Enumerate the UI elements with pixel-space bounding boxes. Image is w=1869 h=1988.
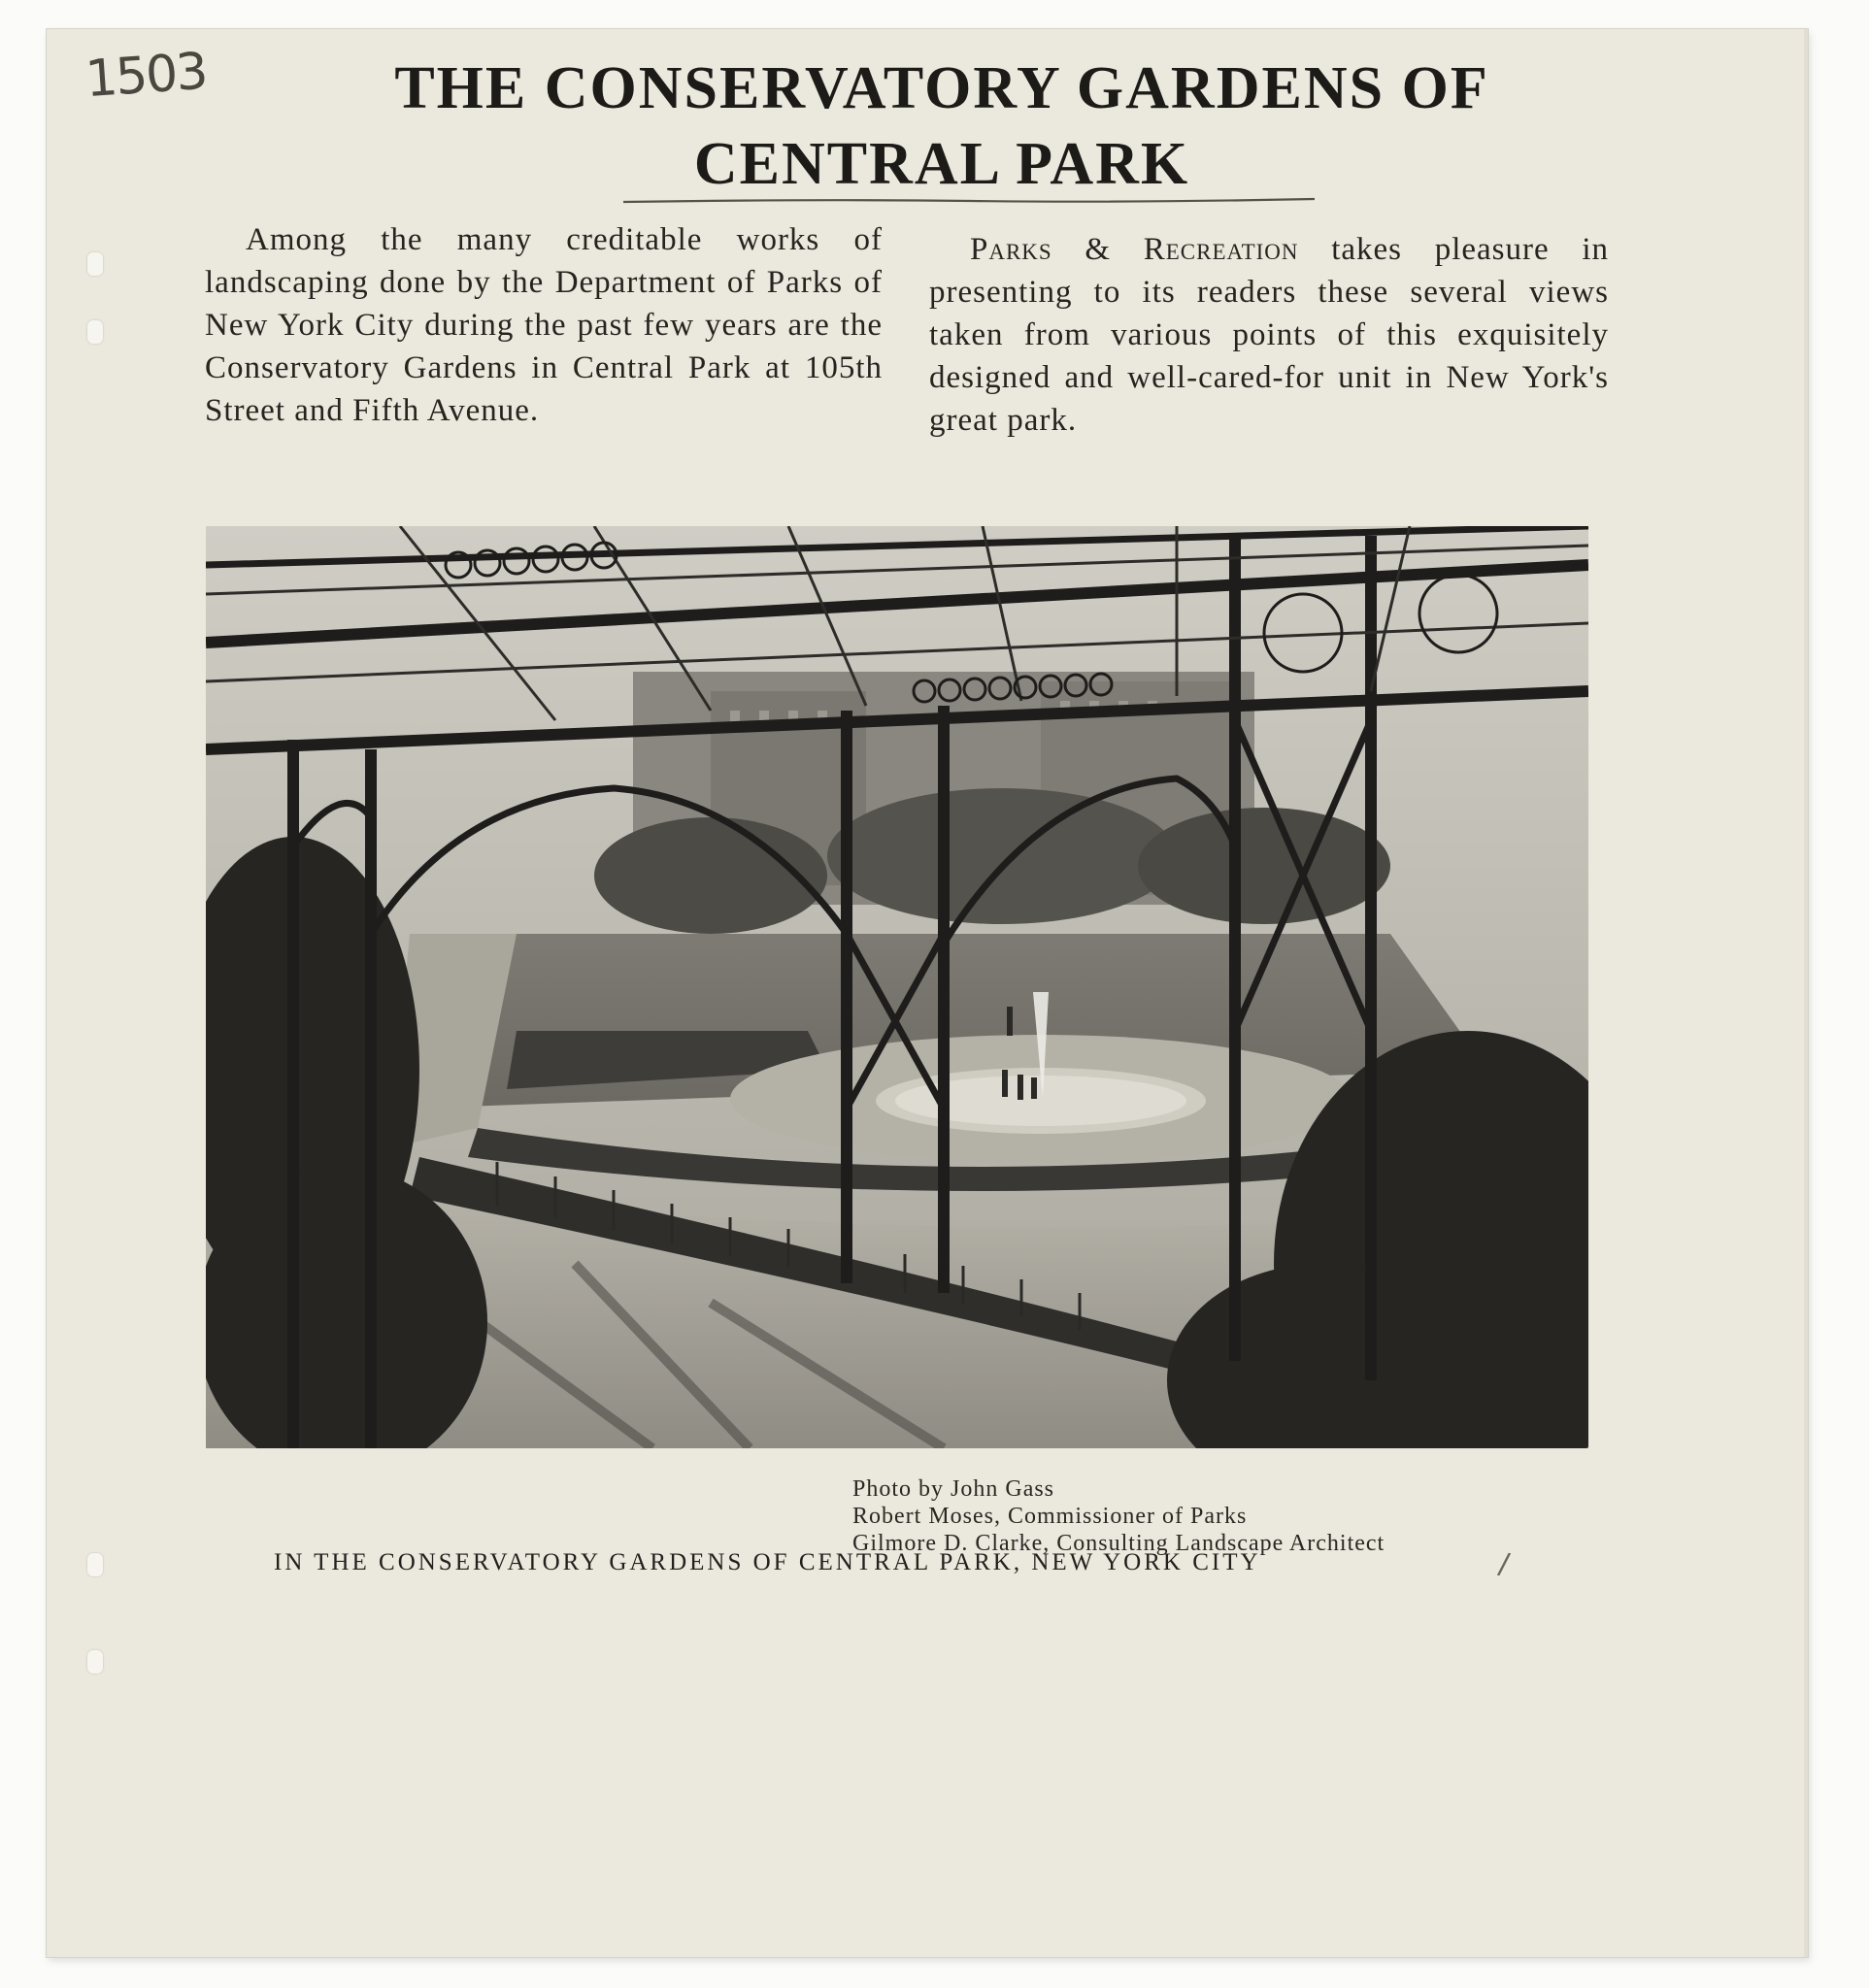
pencil-mark: /: [1496, 1546, 1513, 1582]
credit-architect: Gilmore D. Clarke, Consulting Landscape Architect: [852, 1531, 1385, 1556]
title-line-2: CENTRAL PARK: [693, 131, 1190, 197]
staple-hole: [87, 1650, 103, 1673]
credit-commissioner: Robert Moses, Commissioner of Parks: [852, 1504, 1248, 1529]
photo-caption: IN THE CONSERVATORY GARDENS OF CENTRAL PARK, NEW YORK CITY: [274, 1549, 1261, 1575]
staple-hole: [87, 1553, 103, 1576]
photo-credits: [852, 1475, 1385, 1557]
staple-hole: [87, 320, 103, 344]
title-underline-mark: [621, 197, 1317, 205]
intro-paragraph-right: [929, 228, 1609, 442]
credit-photographer: Photo by John Gass: [852, 1476, 1055, 1502]
garden-photograph: [206, 526, 1588, 1448]
garden-photograph-illustration: [206, 526, 1588, 1448]
intro-paragraph-right-text: takes pleasure in presenting to its readers these several views taken from various points of this exquisitely designed and well-cared-for unit in New York's great park.: [929, 232, 1609, 438]
publication-name: Parks & Recreation: [970, 232, 1299, 267]
staple-hole: [87, 252, 103, 276]
intro-paragraph-left: Among the many creditable works of landscaping done by the Department of Parks of New York City during the past few years are the Conservatory Gardens in Central Park at 105th Street and Fifth Avenue.: [205, 222, 883, 428]
handwritten-number: 1503: [83, 42, 209, 110]
page-title: [194, 50, 1689, 202]
title-line-1: THE CONSERVATORY GARDENS OF: [394, 55, 1489, 121]
